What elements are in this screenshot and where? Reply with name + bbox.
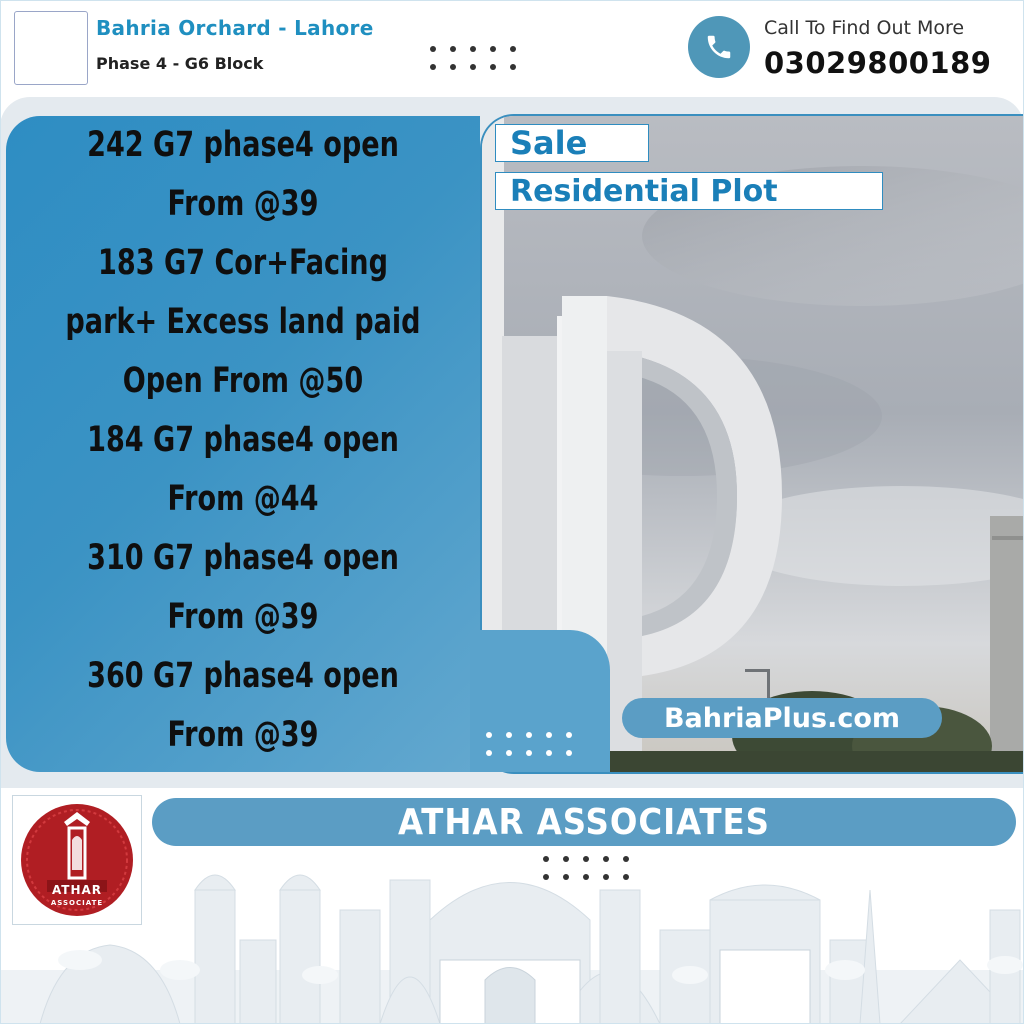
listing-line: 184 G7 phase4 open — [87, 420, 399, 460]
project-logo-placeholder — [14, 11, 88, 85]
listing-line: From @39 — [167, 715, 319, 755]
listing-line: 310 G7 phase4 open — [87, 538, 399, 578]
listing-line: Open From @50 — [122, 361, 364, 401]
listing-line: park+ Excess land paid — [65, 302, 421, 342]
listing-line: 242 G7 phase4 open — [87, 125, 399, 165]
property-type-tag: Residential Plot — [495, 172, 883, 210]
phone-icon — [704, 32, 734, 62]
project-title: Bahria Orchard - Lahore — [96, 16, 374, 40]
listing-line: 183 G7 Cor+Facing — [98, 243, 388, 283]
decorative-dots-top — [430, 46, 516, 70]
phone-number[interactable]: 03029800189 — [764, 46, 992, 80]
listing-line: From @39 — [167, 184, 319, 224]
call-label: Call To Find Out More — [764, 17, 965, 39]
listing-line: From @39 — [167, 597, 319, 637]
agency-logo-subword: ASSOCIATE — [50, 899, 104, 907]
decorative-dots-panel — [486, 732, 572, 756]
agency-logo-word: ATHAR — [51, 883, 103, 897]
listing-line: From @44 — [167, 479, 319, 519]
website-link[interactable]: BahriaPlus.com — [622, 698, 942, 738]
header — [0, 0, 1024, 100]
listing-line: 360 G7 phase4 open — [87, 656, 399, 696]
agency-name-banner: ATHAR ASSOCIATES — [152, 798, 1016, 846]
project-subtitle: Phase 4 - G6 Block — [96, 54, 264, 73]
purpose-tag: Sale — [495, 124, 649, 162]
phone-button[interactable] — [688, 16, 750, 78]
city-skyline-illustration — [0, 850, 1024, 1024]
